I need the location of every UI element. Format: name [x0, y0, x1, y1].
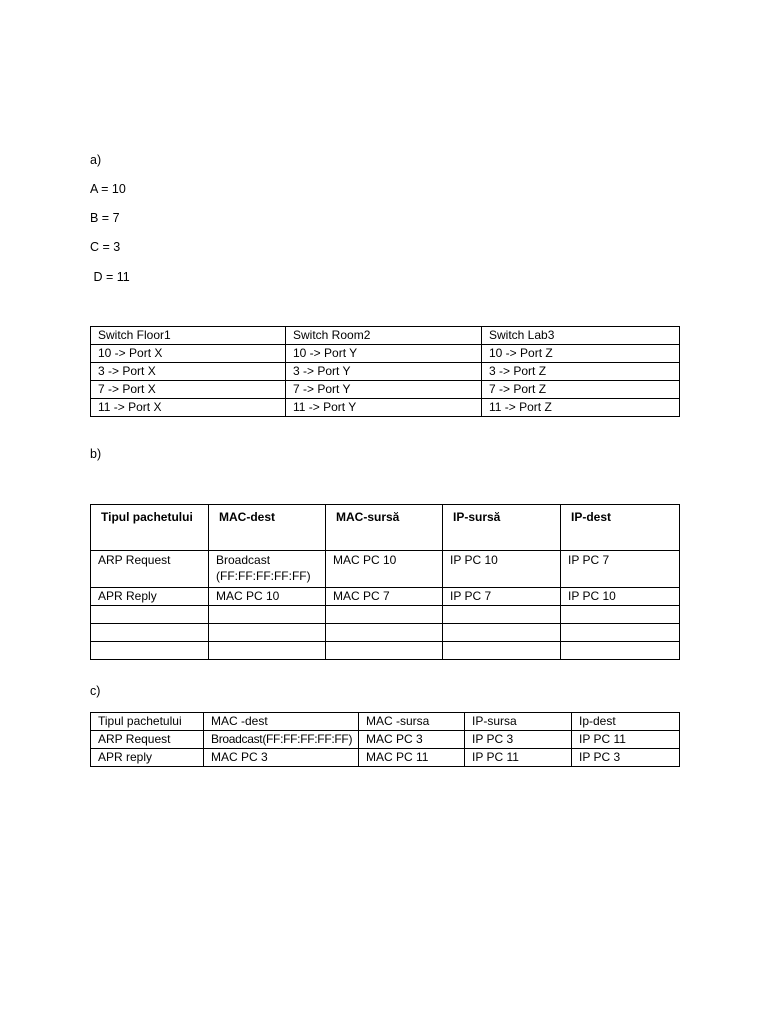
table-header-cell: MAC -dest — [204, 713, 359, 731]
table-cell — [91, 606, 209, 624]
table-cell — [443, 642, 561, 660]
table-cell — [561, 624, 680, 642]
table-cell — [443, 606, 561, 624]
table-row — [91, 642, 680, 660]
table-cell: 10 -> Port Y — [286, 345, 482, 363]
table-cell: IP PC 10 — [561, 588, 680, 606]
section-c-heading: c) — [90, 684, 101, 698]
table-header-cell: Switch Floor1 — [91, 327, 286, 345]
table-row — [91, 345, 680, 363]
table-row — [91, 731, 680, 749]
value-line-a: A = 10 — [90, 182, 126, 196]
table-header-row — [91, 327, 680, 345]
table-header-cell: Tipul pachetului — [91, 505, 209, 551]
table-cell: Broadcast(FF:FF:FF:FF:FF) — [204, 731, 359, 749]
table-cell: IP PC 10 — [443, 551, 561, 588]
table-cell — [91, 642, 209, 660]
table-row — [91, 749, 680, 767]
table-cell: 7 -> Port Z — [482, 381, 680, 399]
switch-table — [90, 326, 680, 417]
table-cell — [326, 624, 443, 642]
table-cell — [561, 606, 680, 624]
table-cell — [326, 606, 443, 624]
table-header-cell: MAC -sursa — [359, 713, 465, 731]
table-cell: 11 -> Port Y — [286, 399, 482, 417]
section-a-heading: a) — [90, 153, 102, 167]
table-cell: 7 -> Port X — [91, 381, 286, 399]
table-cell — [561, 642, 680, 660]
table-row — [91, 363, 680, 381]
table-header-row — [91, 505, 680, 551]
table-cell: 7 -> Port Y — [286, 381, 482, 399]
value-line-c: C = 3 — [90, 240, 121, 254]
table-cell: IP PC 3 — [465, 731, 572, 749]
table-cell — [91, 624, 209, 642]
table-cell: 3 -> Port Z — [482, 363, 680, 381]
table-cell: 10 -> Port Z — [482, 345, 680, 363]
table-header-cell: Tipul pachetului — [91, 713, 204, 731]
table-row — [91, 606, 680, 624]
table-cell: IP PC 3 — [572, 749, 680, 767]
table-cell: MAC PC 3 — [359, 731, 465, 749]
table-cell: 11 -> Port X — [91, 399, 286, 417]
table-cell: APR reply — [91, 749, 204, 767]
table-cell: 3 -> Port X — [91, 363, 286, 381]
table-cell: IP PC 11 — [572, 731, 680, 749]
table-cell: MAC PC 10 — [326, 551, 443, 588]
table-cell: MAC PC 7 — [326, 588, 443, 606]
table-cell — [326, 642, 443, 660]
table-cell: MAC PC 3 — [204, 749, 359, 767]
table-header-cell: MAC-dest — [209, 505, 326, 551]
table-cell: Broadcast (FF:FF:FF:FF:FF) — [209, 551, 326, 588]
table-cell — [209, 606, 326, 624]
table-cell: MAC PC 11 — [359, 749, 465, 767]
table-cell: ARP Request — [91, 731, 204, 749]
table-header-row — [91, 713, 680, 731]
table-header-cell: Ip-dest — [572, 713, 680, 731]
table-cell: 10 -> Port X — [91, 345, 286, 363]
table-row — [91, 588, 680, 606]
table-row — [91, 551, 680, 588]
section-b-heading: b) — [90, 447, 102, 461]
table-cell: ARP Request — [91, 551, 209, 588]
table-cell: IP PC 7 — [443, 588, 561, 606]
table-cell: APR Reply — [91, 588, 209, 606]
table-header-cell: Switch Room2 — [286, 327, 482, 345]
table-cell — [443, 624, 561, 642]
table-cell: MAC PC 10 — [209, 588, 326, 606]
table-header-cell: Switch Lab3 — [482, 327, 680, 345]
table-header-cell: MAC-sursă — [326, 505, 443, 551]
table-cell: IP PC 7 — [561, 551, 680, 588]
table-row — [91, 381, 680, 399]
table-cell — [209, 624, 326, 642]
table-cell: IP PC 11 — [465, 749, 572, 767]
table-cell: 3 -> Port Y — [286, 363, 482, 381]
table-row — [91, 399, 680, 417]
table-cell: 11 -> Port Z — [482, 399, 680, 417]
table-header-cell: IP-sursa — [465, 713, 572, 731]
table-header-cell: IP-sursă — [443, 505, 561, 551]
table-row — [91, 624, 680, 642]
value-line-b: B = 7 — [90, 211, 120, 225]
arp-table-b — [90, 504, 680, 660]
value-line-d: D = 11 — [90, 270, 130, 284]
table-header-cell: IP-dest — [561, 505, 680, 551]
arp-table-c — [90, 712, 680, 767]
table-cell — [209, 642, 326, 660]
